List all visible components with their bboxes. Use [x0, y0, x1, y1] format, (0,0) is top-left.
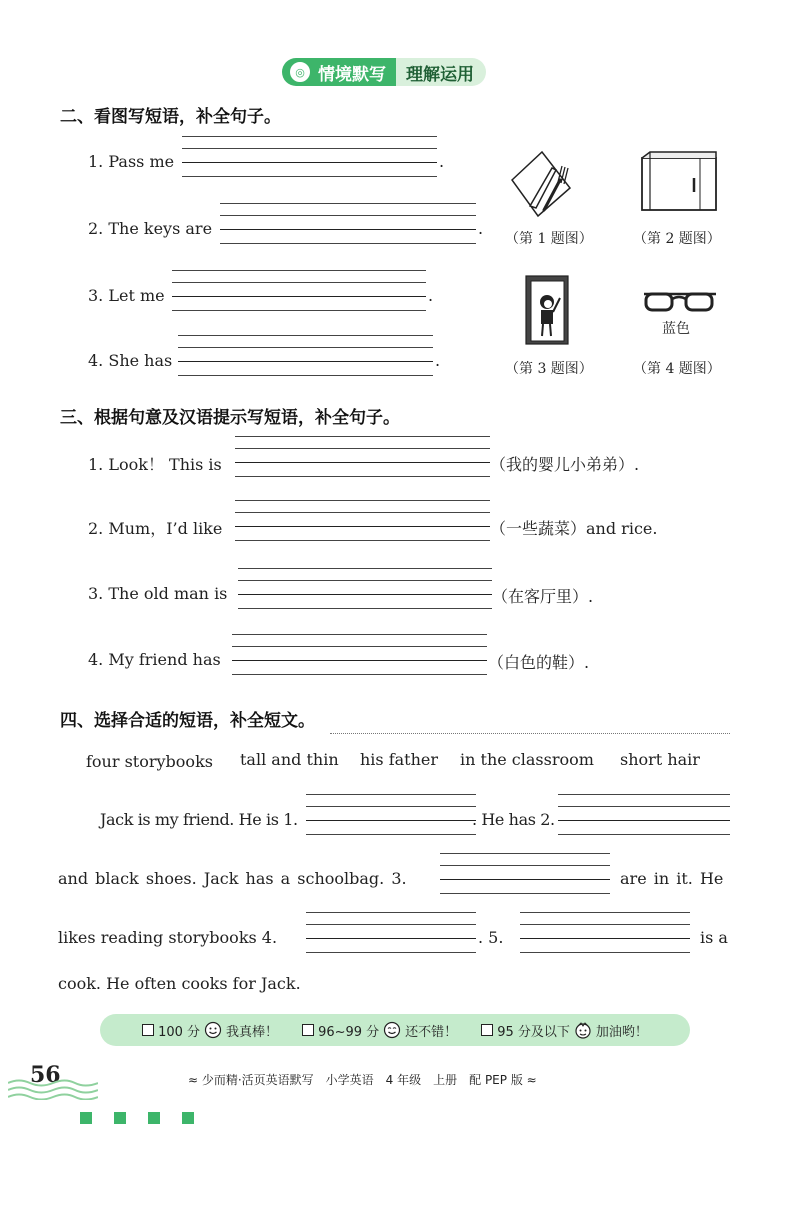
- footer-green-squares: [80, 1112, 194, 1124]
- picture-fridge: [640, 150, 718, 216]
- score-comment-100: 我真棒！: [226, 1024, 279, 1040]
- s3-q3-answer-lines[interactable]: [238, 568, 492, 608]
- self-score-bar: [100, 1014, 690, 1046]
- score-label-100: 100 分: [158, 1024, 201, 1040]
- word-bank-item-3: his father: [360, 750, 439, 769]
- score-label-96-99: 96~99 分: [318, 1024, 380, 1040]
- section3-title: 三、根据句意及汉语提示写短语，补全句子。: [60, 408, 400, 428]
- passage-line1-a: Jack is my friend. He is 1.: [100, 810, 298, 829]
- fridge-icon: [640, 150, 718, 212]
- s2-q2-end: .: [478, 219, 484, 238]
- passage-blank-4[interactable]: [306, 912, 476, 952]
- picture-door-boy: [524, 274, 570, 350]
- passage-line4: cook. He often cooks for Jack.: [58, 974, 301, 993]
- s2-q1-answer-lines[interactable]: [182, 136, 437, 176]
- passage-line2-b: are in it. He: [620, 869, 724, 888]
- banner-tag-right-text: 理解运用: [406, 64, 474, 85]
- s3-q3-prompt: 3. The old man is: [88, 584, 228, 603]
- s2-q1-end: .: [439, 152, 445, 171]
- word-bank-item-4: in the classroom: [460, 750, 594, 769]
- passage-blank-3[interactable]: [440, 853, 610, 893]
- cheer-face-icon: [574, 1021, 592, 1039]
- word-bank-item-1: four storybooks: [86, 752, 213, 771]
- picture3-caption: （第 3 题图）: [505, 361, 593, 377]
- page-number-waves: [8, 1078, 98, 1104]
- footer-book-info: ≈ 少而精·活页英语默写 小学英语 4 年级 上册 配 PEP 版 ≈: [188, 1073, 537, 1087]
- passage-line3-c: is a: [700, 928, 728, 947]
- word-bank-item-2: tall and thin: [240, 750, 339, 769]
- passage-blank-1[interactable]: [306, 794, 476, 834]
- smile-face-icon: [383, 1021, 401, 1039]
- s2-q4-end: .: [435, 351, 441, 370]
- wave-lines-icon: [8, 1078, 98, 1100]
- green-square: [80, 1112, 92, 1124]
- picture-knife-fork: [508, 150, 572, 224]
- s3-q4-hint: （白色的鞋）.: [488, 653, 590, 672]
- passage-line3-b: . 5.: [478, 928, 504, 947]
- picture-glasses: [640, 288, 720, 320]
- passage-line3-a: likes reading storybooks 4.: [58, 928, 278, 947]
- s3-q2-prompt: 2. Mum，I’d like: [88, 519, 223, 538]
- word-bank-divider: [330, 733, 730, 734]
- banner-tag-right: [396, 58, 486, 86]
- page-number: 56: [30, 1062, 61, 1088]
- score-option-95-below[interactable]: [481, 1021, 648, 1040]
- s3-q1-hint: （我的婴儿小弟弟）.: [490, 455, 640, 474]
- section2-title: 二、看图写短语，补全句子。: [60, 107, 281, 127]
- passage-line2-a: and black shoes. Jack has a schoolbag. 3.: [58, 869, 407, 888]
- green-square: [114, 1112, 126, 1124]
- s3-q4-answer-lines[interactable]: [232, 634, 487, 674]
- score-comment-95-below: 加油哟！: [595, 1024, 648, 1040]
- score-checkbox-95-below[interactable]: [481, 1024, 493, 1036]
- section-banner: [282, 58, 486, 86]
- banner-tag-left: [282, 58, 396, 86]
- score-checkbox-100[interactable]: [142, 1024, 154, 1036]
- s3-q1-prompt: 1. Look！ This is: [88, 455, 222, 474]
- passage-blank-2[interactable]: [558, 794, 730, 834]
- s2-q4-answer-lines[interactable]: [178, 335, 433, 375]
- s2-q3-end: .: [428, 286, 434, 305]
- picture4-caption: （第 4 题图）: [633, 361, 721, 377]
- score-option-100[interactable]: [142, 1021, 278, 1040]
- s2-q1-prompt: 1. Pass me: [88, 152, 175, 171]
- s3-q4-prompt: 4. My friend has: [88, 650, 221, 669]
- glasses-icon: [640, 288, 720, 316]
- score-option-96-99[interactable]: [302, 1021, 457, 1040]
- thumbs-up-face-icon: [204, 1021, 222, 1039]
- s2-q3-prompt: 3. Let me: [88, 286, 165, 305]
- score-comment-96-99: 还不错！: [405, 1024, 458, 1040]
- s2-q3-answer-lines[interactable]: [172, 270, 426, 310]
- door-boy-icon: [524, 274, 570, 346]
- passage-line1-b: . He has 2.: [472, 810, 555, 829]
- knife-fork-icon: [508, 150, 572, 220]
- s3-q1-answer-lines[interactable]: [235, 436, 490, 476]
- banner-tag-left-text: 情境默写: [318, 64, 386, 85]
- ear-icon: ◎: [290, 62, 310, 82]
- picture2-caption: （第 2 题图）: [633, 231, 721, 247]
- green-square: [148, 1112, 160, 1124]
- glasses-color-label: 蓝色: [662, 321, 690, 337]
- s3-q2-hint: （一些蔬菜）and rice.: [490, 519, 658, 538]
- picture1-caption: （第 1 题图）: [505, 231, 593, 247]
- s3-q2-answer-lines[interactable]: [235, 500, 490, 540]
- score-label-95-below: 95 分及以下: [497, 1024, 570, 1040]
- s2-q4-prompt: 4. She has: [88, 351, 173, 370]
- word-bank-item-5: short hair: [620, 750, 700, 769]
- s3-q3-hint: （在客厅里）.: [492, 587, 594, 606]
- score-checkbox-96-99[interactable]: [302, 1024, 314, 1036]
- passage-blank-5[interactable]: [520, 912, 690, 952]
- s2-q2-answer-lines[interactable]: [220, 203, 476, 243]
- green-square: [182, 1112, 194, 1124]
- section4-title: 四、选择合适的短语，补全短文。: [60, 711, 315, 731]
- s2-q2-prompt: 2. The keys are: [88, 219, 213, 238]
